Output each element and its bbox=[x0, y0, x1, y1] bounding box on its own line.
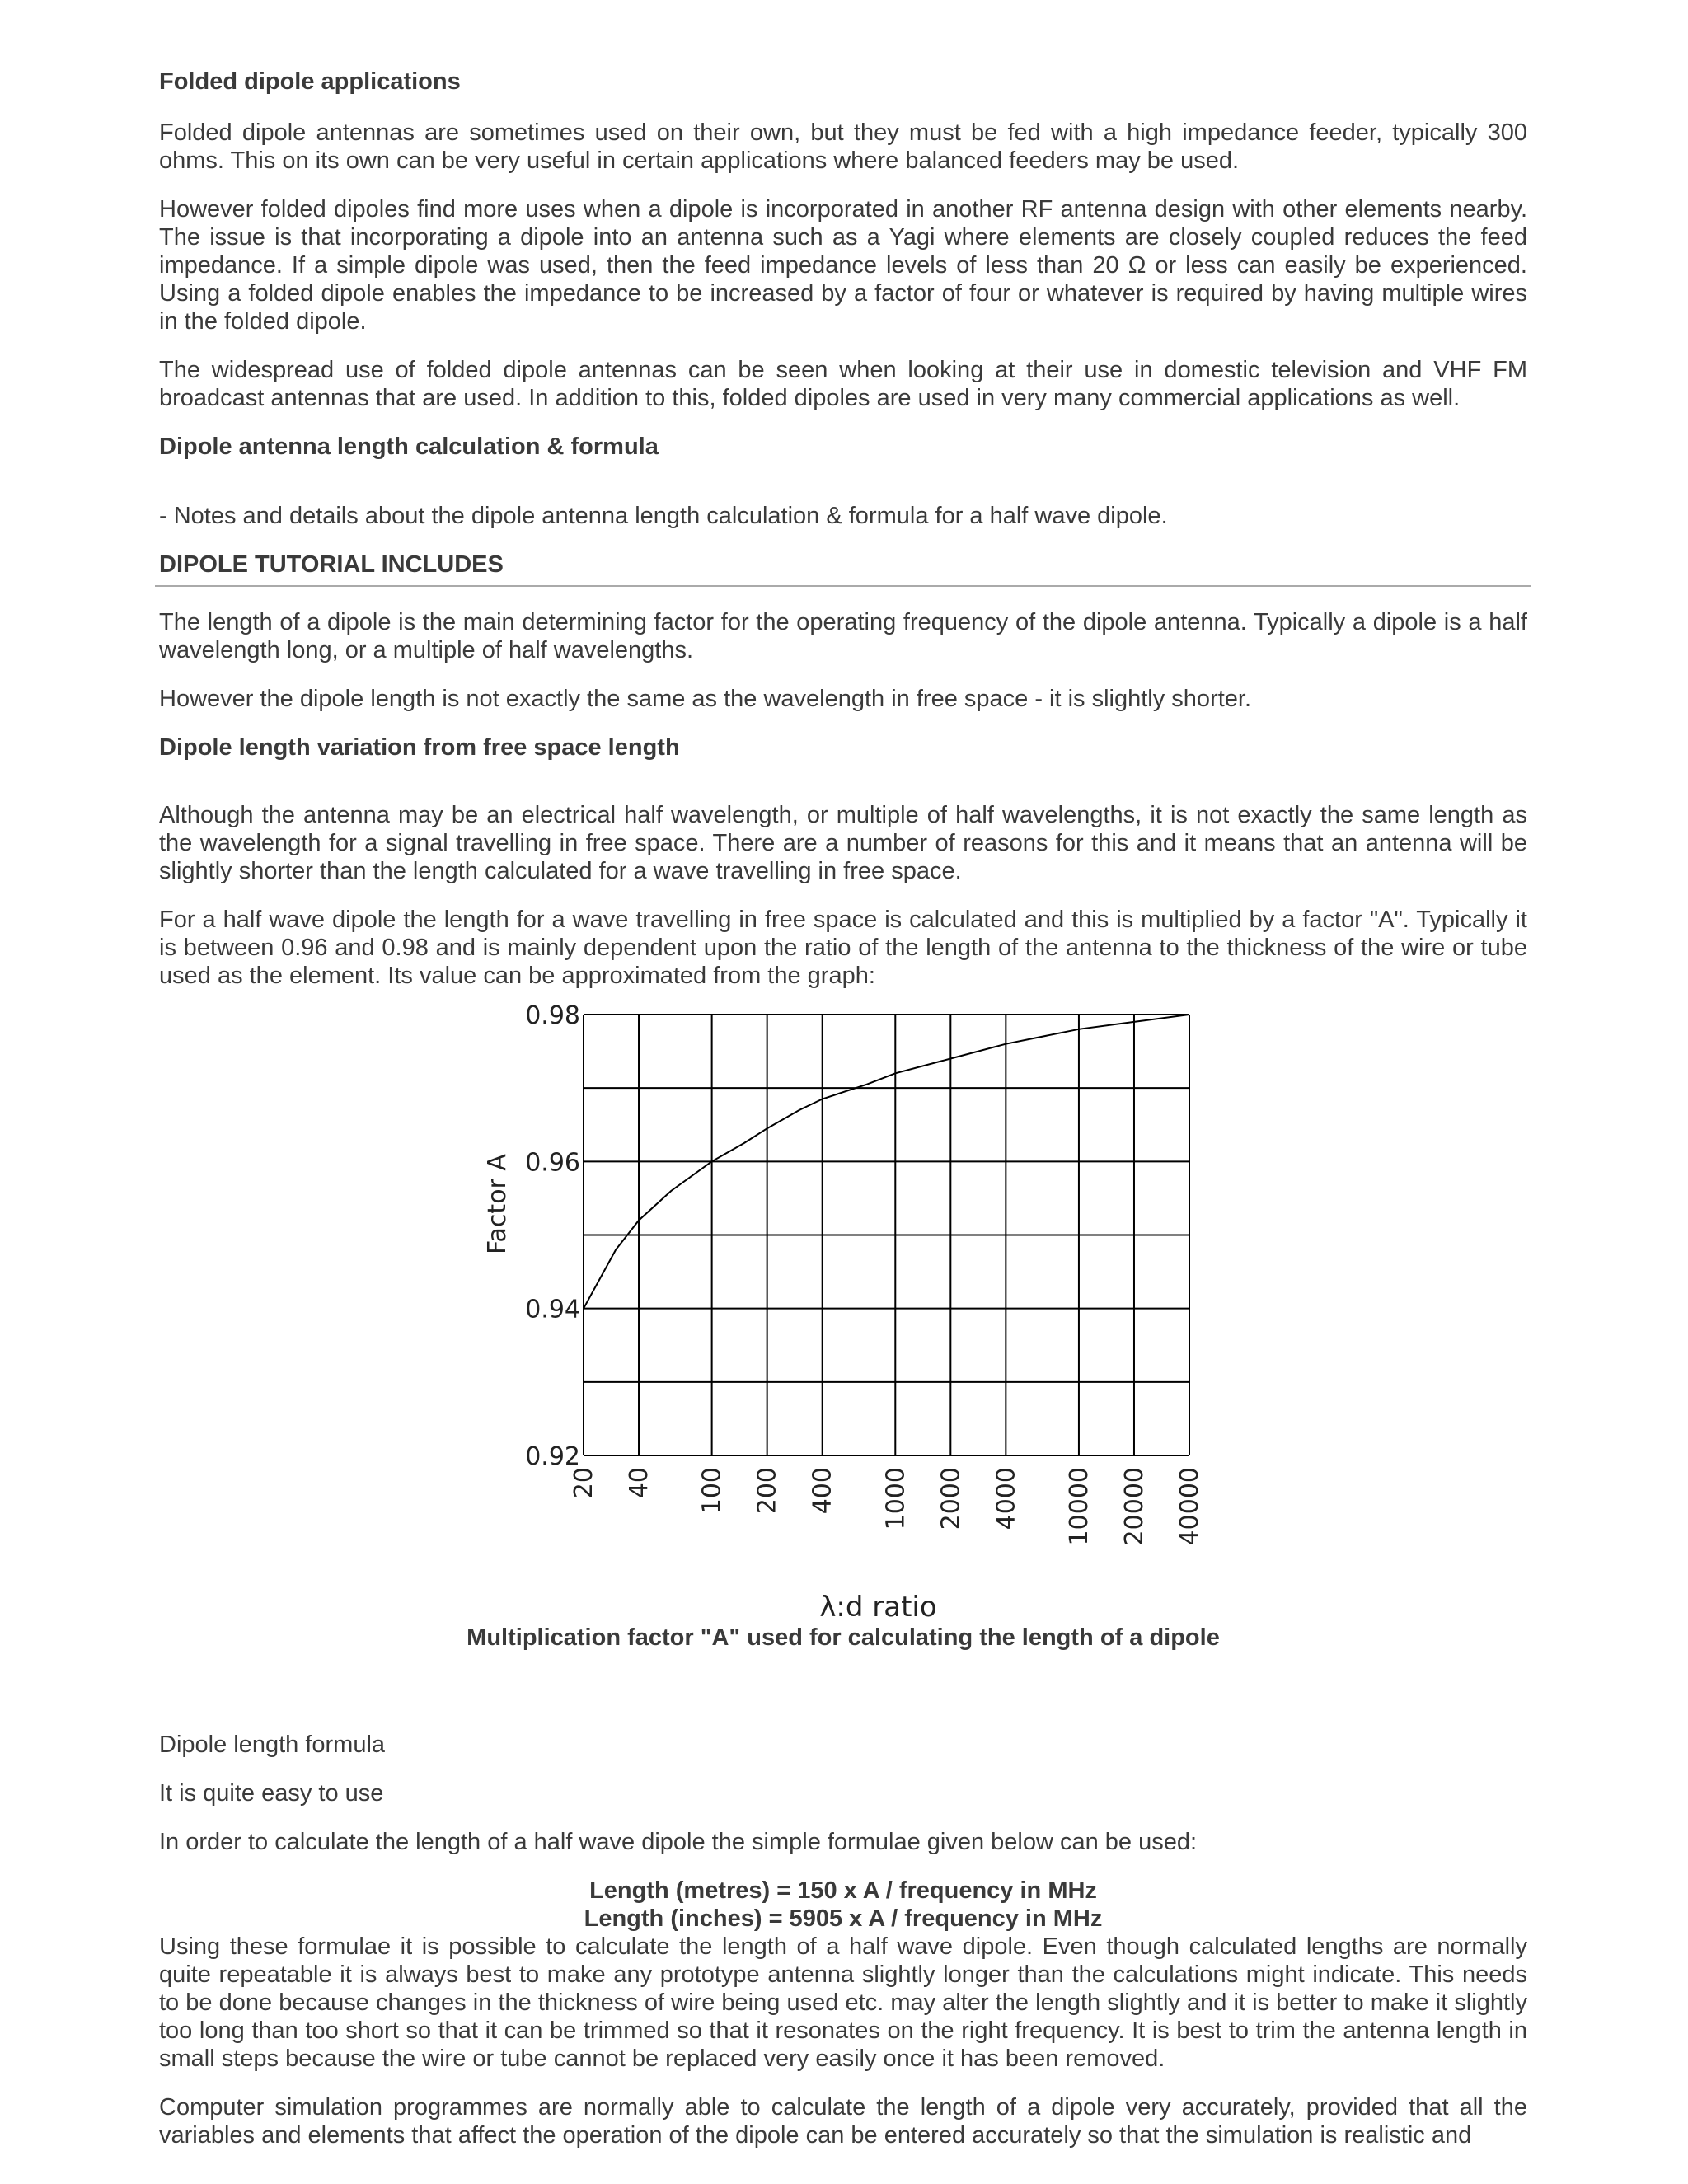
folded-paragraph-2: However folded dipoles find more uses when a dipole is incorporated in another RF antenna design with other elements nearby. The issue is that incorporating a dipole into an antenna such as a Yagi where elements are closely coupled reduces the feed impedance. If a simple dipole was used, then the feed impedance levels of less than 20 Ω or less can easily be experienced. Using a folded dipole enables the impedance to be increased by a factor of four or whatever is required by having multiple wires in the folded dipole. bbox=[159, 196, 1527, 335]
intro-paragraph-2: However the dipole length is not exactly the same as the wavelength in free space - it is slightly shorter. bbox=[159, 686, 1252, 712]
y-tick-label-2: 0.94 bbox=[525, 1295, 580, 1324]
y-tick-label-3: 0.92 bbox=[525, 1442, 580, 1471]
formula-intro: It is quite easy to use bbox=[159, 1780, 384, 1807]
x-tick-label-7: 4000 bbox=[992, 1467, 1021, 1530]
x-axis-label: λ:d ratio bbox=[819, 1591, 937, 1624]
factor-a-chart bbox=[159, 990, 1527, 1624]
y-tick-label-1: 0.96 bbox=[525, 1148, 580, 1178]
x-tick-label-1: 40 bbox=[625, 1467, 654, 1499]
x-tick-label-8: 10000 bbox=[1064, 1467, 1094, 1546]
factor-a-chart-figure bbox=[159, 990, 1527, 1624]
formula-inches: Length (inches) = 5905 x A / frequency in MHz bbox=[584, 1905, 1103, 1932]
y-tick-label-0: 0.98 bbox=[525, 1001, 580, 1030]
x-tick-label-5: 1000 bbox=[881, 1467, 911, 1530]
after-formula-paragraph-1: Using these formulae it is possible to calculate the length of a half wave dipole. Even though calculated lengths are normally quite repeatable it is always best to make any prototype antenna slightly longer than the calculations might indicate. This needs to be done because changes in the thickness of wire being used etc. may alter the length slightly and it is better to make it slightly too long than too short so that it can be trimmed so that it resonates on the right frequency. It is best to trim the antenna length in small steps because the wire or tube cannot be replaced very easily once it has been removed. bbox=[159, 1933, 1527, 2072]
variation-paragraph-1: Although the antenna may be an electrical half wavelength, or multiple of half wavelengths, it is not exactly the same length as the wavelength for a signal travelling in free space. There are a number of reasons for this and it means that an antenna will be slightly shorter than the length calculated for a wave travelling in free space. bbox=[159, 802, 1527, 884]
variation-heading: Dipole length variation from free space length bbox=[159, 734, 680, 761]
folded-paragraph-3: The widespread use of folded dipole antennas can be seen when looking at their use in domestic television and VHF FM broadcast antennas that are used. In addition to this, folded dipoles are used in very many commercial applications as well. bbox=[159, 357, 1527, 411]
folded-dipole-heading: Folded dipole applications bbox=[159, 68, 461, 95]
x-tick-labels bbox=[570, 1467, 1204, 1545]
x-tick-label-4: 400 bbox=[808, 1467, 837, 1515]
x-tick-label-2: 100 bbox=[697, 1467, 727, 1515]
x-tick-label-9: 20000 bbox=[1119, 1467, 1149, 1546]
formula-metres: Length (metres) = 150 x A / frequency in MHz bbox=[589, 1877, 1097, 1904]
y-tick-labels bbox=[525, 1001, 580, 1471]
formula-heading: Dipole length formula bbox=[159, 1732, 386, 1758]
x-tick-label-3: 200 bbox=[753, 1467, 782, 1515]
x-tick-label-0: 20 bbox=[570, 1467, 598, 1499]
length-note: - Notes and details about the dipole antenna length calculation & formula for a half wave dipole. bbox=[159, 503, 1168, 529]
x-tick-label-10: 40000 bbox=[1175, 1467, 1204, 1546]
formula-lead: In order to calculate the length of a half wave dipole the simple formulae given below can be used: bbox=[159, 1829, 1198, 1855]
chart-grid bbox=[584, 1015, 1189, 1455]
figure-caption: Multiplication factor "A" used for calculating the length of a dipole bbox=[467, 1624, 1220, 1651]
y-axis-label: Factor A bbox=[483, 1154, 512, 1254]
intro-paragraph-1: The length of a dipole is the main determining factor for the operating frequency of the dipole antenna. Typically a dipole is a half wavelength long, or a multiple of half wavelengths. bbox=[159, 609, 1527, 663]
folded-paragraph-1: Folded dipole antennas are sometimes used on their own, but they must be fed with a high impedance feeder, typically 300 ohms. This on its own can be very useful in certain applications where balanced feeders may be used. bbox=[159, 120, 1527, 174]
after-formula-paragraph-2: Computer simulation programmes are normally able to calculate the length of a dipole very accurately, provided that all the variables and elements that affect the operation of the dipole can be entered accurately so that the simulation is realistic and bbox=[159, 2094, 1527, 2149]
variation-paragraph-2: For a half wave dipole the length for a wave travelling in free space is calculated and this is multiplied by a factor "A". Typically it is between 0.96 and 0.98 and is mainly dependent upon the ratio of the length of the antenna to the thickness of the wire or tube used as the element. Its value can be approximated from the graph: bbox=[159, 907, 1527, 989]
tutorial-includes-heading: DIPOLE TUTORIAL INCLUDES bbox=[159, 551, 504, 578]
section-divider bbox=[155, 585, 1531, 587]
article bbox=[159, 68, 1527, 2170]
x-tick-label-6: 2000 bbox=[936, 1467, 966, 1530]
length-calc-heading: Dipole antenna length calculation & formula bbox=[159, 434, 659, 460]
